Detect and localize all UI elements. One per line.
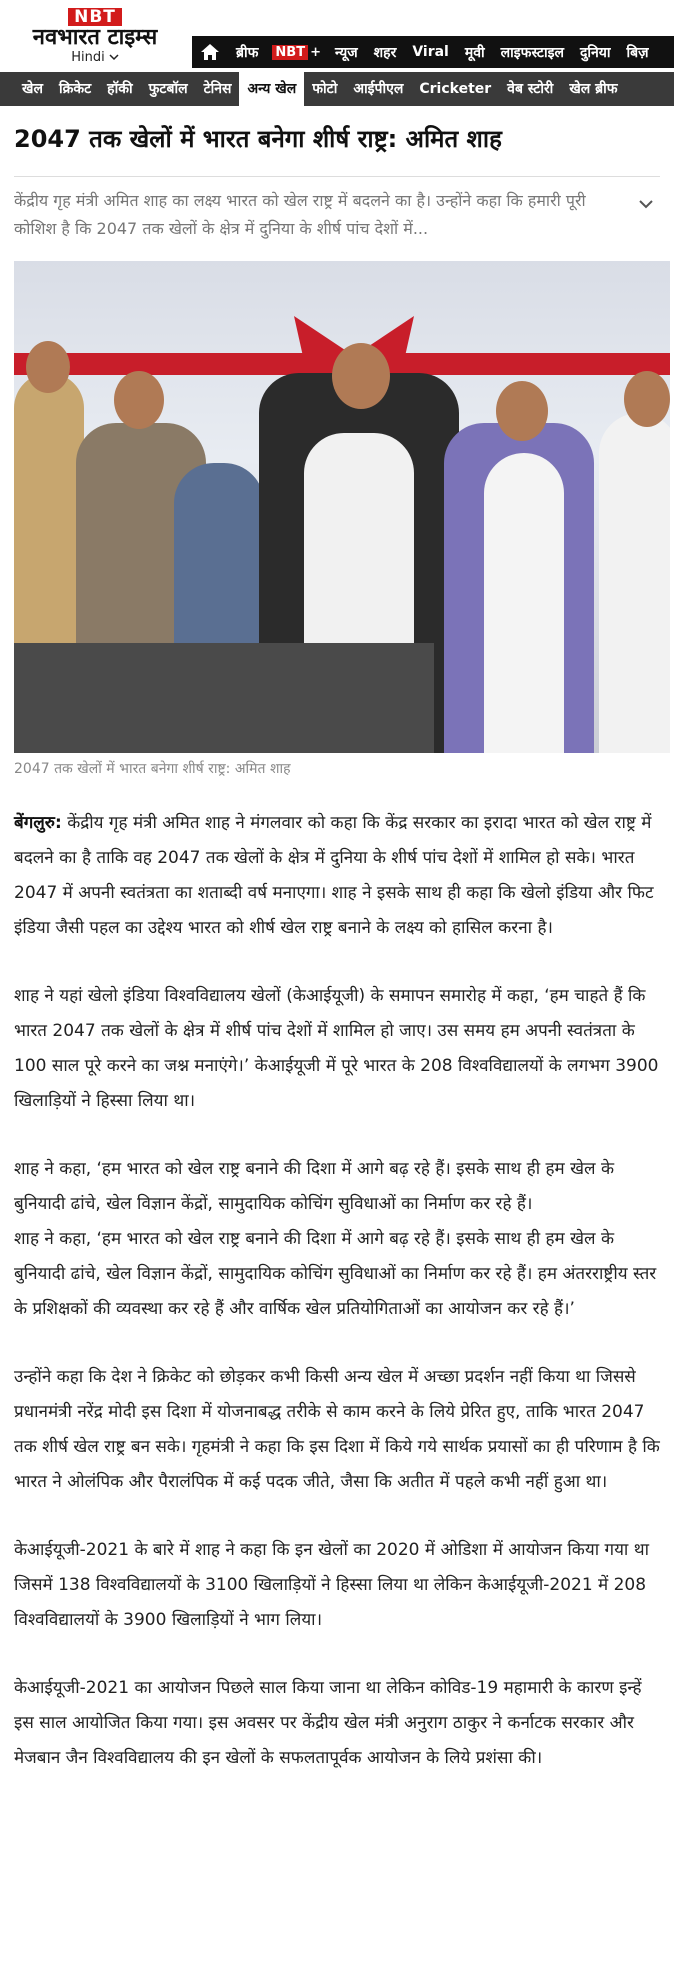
article-paragraph-2: शाह ने यहां खेलो इंडिया विश्वविद्यालय खेलों (केआईयूजी) के समापन समारोह में कहा, ‘हम चाहते हैं कि भारत 2047 तक खेलों के क्षेत्र में शीर्ष पांच देशों में शामिल हो जाए। उस समय हम अपनी स्वतंत्रता के 100 साल पूरे करने का जश्न मनाएंगे।’ केआईयूजी में पूरे भारत के 208 विश्वविद्यालयों के लगभग 3900 खिलाड़ियों ने हिस्सा लिया था। xyxy=(14,986,659,1111)
logo-nbt: NBT xyxy=(68,8,122,26)
nbt-plus-label: NBT xyxy=(272,45,308,60)
subnav-item-cricket[interactable]: क्रिकेट xyxy=(58,81,92,97)
top-navigation xyxy=(192,36,674,68)
nav-item-news[interactable]: न्यूज xyxy=(334,44,358,61)
nav-item-world[interactable]: दुनिया xyxy=(579,44,611,61)
language-selector[interactable] xyxy=(71,50,119,65)
article-summary[interactable] xyxy=(14,176,660,249)
nav-item-city[interactable]: शहर xyxy=(373,44,397,61)
subnav-item-web-story[interactable]: वेब स्टोरी xyxy=(507,81,554,97)
dateline: बेंगलुरु: xyxy=(14,813,62,833)
site-header xyxy=(0,0,674,72)
article-paragraph-3 xyxy=(14,1152,660,1222)
subnav-item-hockey[interactable]: हॉकी xyxy=(107,81,133,97)
nav-item-brief[interactable]: ब्रीफ xyxy=(236,44,259,61)
article-paragraph-1 xyxy=(14,806,660,946)
article-paragraph-6: केआईयूजी-2021 का आयोजन पिछले साल किया जाना था लेकिन कोविड-19 महामारी के कारण इन्हें इस साल आयोजित किया गया। इस अवसर पर केंद्रीय खेल मंत्री अनुराग ठाकुर ने कर्नाटक सरकार और मेजबान जैन विश्वविद्यालय की इन खेलों के सफलतापूर्वक आयोजन के लिये प्रशंसा की। xyxy=(14,1678,642,1768)
paragraph-1-text: केंद्रीय गृह मंत्री अमित शाह ने मंगलवार को कहा कि केंद्र सरकार का इरादा भारत को खेल राष्ट्र में बदलने का है ताकि वह 2047 तक खेलों के क्षेत्र में दुनिया के शीर्ष पांच देशों में शामिल हो सके। भारत 2047 में अपनी स्वतंत्रता का शताब्दी वर्ष मनाएगा। शाह ने इसके साथ ही कहा कि खेलो इंडिया और फिट इंडिया जैसी पहल का उद्देश्य भारत को शीर्ष खेल राष्ट्र बनाने के लक्ष्य को हासिल करना है। xyxy=(14,813,654,938)
nav-item-movie[interactable]: मूवी xyxy=(464,44,485,61)
summary-text: केंद्रीय गृह मंत्री अमित शाह का लक्ष्य भारत को खेल राष्ट्र में बदलने का है। उन्होंने कहा कि हमारी पूरी कोशिश है कि 2047 तक खेलों के क्षेत्र में दुनिया के शीर्ष पांच देशों में... xyxy=(14,191,586,238)
article-hero-image xyxy=(14,261,670,753)
chevron-down-icon xyxy=(109,53,119,61)
logo-name: नवभारत टाइम्स xyxy=(32,24,158,50)
person-white-kurta xyxy=(484,453,564,753)
nav-item-lifestyle[interactable]: लाइफस्टाइल xyxy=(500,44,564,61)
subnav-item-sports[interactable]: खेल xyxy=(22,81,43,97)
article-paragraph-3-repeat: शाह ने कहा, ‘हम भारत को खेल राष्ट्र बनाने की दिशा में आगे बढ़ रहे हैं। इसके साथ ही हम खेल के बुनियादी ढांचे, खेल विज्ञान केंद्रों, सामुदायिक कोचिंग सुविधाओं का निर्माण कर रहे हैं। हम अंतरराष्ट्रीय स्तर के प्रशिक्षकों की व्यवस्था कर रहे हैं और वार्षिक खेल प्रतियोगिताओं का आयोजन कर रहे हैं।’ xyxy=(14,1229,657,1319)
subnav-item-photo[interactable]: फोटो xyxy=(312,81,338,97)
nav-item-nbt-plus[interactable] xyxy=(266,45,327,60)
subnav-item-cricketer[interactable]: Cricketer xyxy=(419,81,492,97)
sports-subnav xyxy=(0,72,674,106)
subnav-item-tennis[interactable]: टेनिस xyxy=(203,81,232,97)
person-right-edge xyxy=(599,413,670,753)
nav-item-business[interactable]: बिज़ xyxy=(626,44,649,61)
person-head xyxy=(624,371,670,427)
subnav-item-ipl[interactable]: आईपीएल xyxy=(353,81,404,97)
site-logo[interactable] xyxy=(0,0,190,72)
paragraph-3-lead: शाह ने कहा, ‘हम भारत को खेल राष्ट्र बनाने की दिशा में आगे बढ़ रहे हैं। इसके साथ ही हम खेल के बुनियादी ढांचे, खेल विज्ञान केंद्रों, सामुदायिक कोचिंग सुविधाओं का निर्माण कर रहे हैं। xyxy=(14,1159,614,1214)
stage-podium xyxy=(14,643,434,753)
subnav-item-sports-brief[interactable]: खेल ब्रीफ xyxy=(569,81,618,97)
person-head xyxy=(114,371,164,429)
expand-chevron-icon[interactable] xyxy=(638,199,654,209)
nav-item-viral[interactable]: Viral xyxy=(412,44,449,60)
subnav-item-other-sports[interactable]: अन्य खेल xyxy=(239,72,304,106)
language-label: Hindi xyxy=(71,49,105,65)
person-head xyxy=(332,343,390,409)
article-paragraph-4: उन्होंने कहा कि देश ने क्रिकेट को छोड़कर कभी किसी अन्य खेल में अच्छा प्रदर्शन नहीं किया था जिससे प्रधानमंत्री नरेंद्र मोदी इस दिशा में योजनाबद्ध तरीके से काम करने के लिये प्रेरित हुए, ताकि भारत 2047 तक शीर्ष खेल राष्ट्र बन सके। गृहमंत्री ने कहा कि इस दिशा में किये गये सार्थक प्रयासों का ही परिणाम है कि भारत ने ओलंपिक और पैरालंपिक में कई पदक जीते, जैसा कि अतीत में पहले कभी नहीं हुआ था। xyxy=(14,1367,660,1492)
person-head xyxy=(26,341,70,393)
home-icon[interactable] xyxy=(192,36,228,68)
article xyxy=(0,122,674,1776)
article-paragraph-5: केआईयूजी-2021 के बारे में शाह ने कहा कि इन खेलों का 2020 में ओडिशा में आयोजन किया गया था जिसमें 138 विश्वविद्यालयों के 3100 खिलाड़ियों ने हिस्सा लिया था लेकिन केआईयूजी-2021 में 208 विश्वविद्यालयों के 3900 खिलाड़ियों ने भाग लिया। xyxy=(14,1540,650,1630)
article-title: 2047 तक खेलों में भारत बनेगा शीर्ष राष्ट्र: अमित शाह xyxy=(14,125,502,153)
image-caption: 2047 तक खेलों में भारत बनेगा शीर्ष राष्ट्र: अमित शाह xyxy=(14,761,291,777)
person-head xyxy=(496,381,548,441)
plus-icon: + xyxy=(310,44,321,60)
subnav-item-football[interactable]: फुटबॉल xyxy=(148,81,188,97)
